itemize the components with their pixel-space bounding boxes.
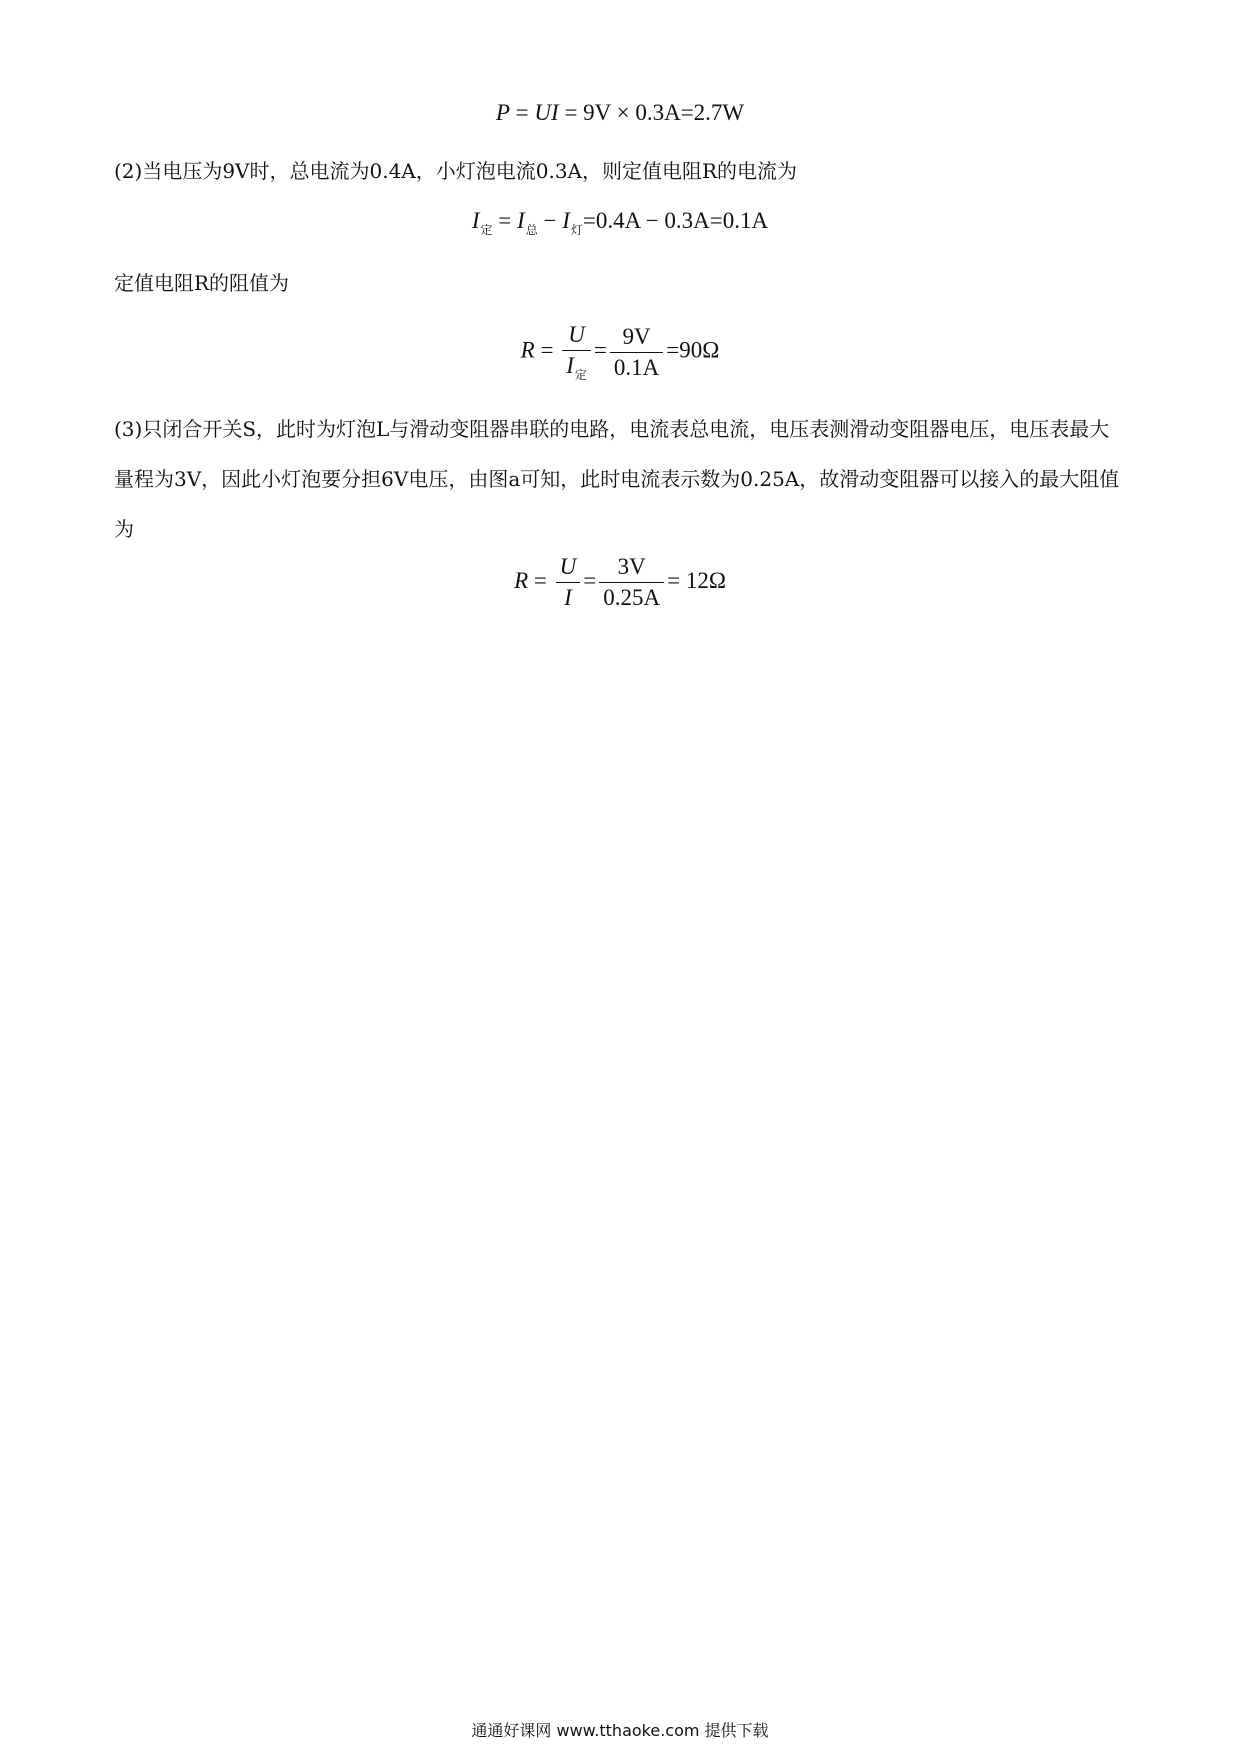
para3-text: 定值电阻R的阻值为 [114, 271, 290, 295]
footer-text: 通通好课网 www.tthaoke.com 提供下载 [471, 1721, 769, 1740]
eq4-num2: 3V [599, 554, 664, 583]
para2-text: (2)当电压为9V时，总电流为0.4A，小灯泡电流0.3A，则定值电阻R的电流为 [114, 159, 798, 183]
eq2-sub-zong: 总 [525, 223, 538, 237]
eq3-den1-sub: 定 [574, 368, 587, 382]
paragraph-part3 [114, 404, 1126, 554]
eq4-lhs: R [514, 567, 529, 593]
equation-max-resistance: R = $\frac{U}{I}$ = $\frac{3V}{0.25A}$ = 12Ω [514, 554, 726, 610]
eq3-num2: 9V [610, 324, 663, 353]
eq4-den2: 0.25A [603, 585, 661, 610]
eq2-i-deng: I [562, 208, 570, 233]
eq3-result: =90Ω [666, 337, 720, 363]
eq4-fraction-symbolic [556, 554, 581, 611]
eq3-den2: 0.1A [613, 354, 660, 380]
eq3-fraction-numeric [610, 324, 663, 381]
eq4-num1: U [556, 554, 581, 583]
eq2-i-zong: I [517, 208, 525, 233]
paragraph-part2 [114, 146, 1124, 196]
para4-text: (3)只闭合开关S，此时为灯泡L与滑动变阻器串联的电路，电流表总电流，电压表测滑动变阻器电压，电压表最大量程为3V，因此小灯泡要分担6V电压，由图a可知，此时电流表示数为0.25A，故滑动变阻器可以接入的最大阻值为 [114, 417, 1120, 541]
eq3-num1: U [562, 322, 591, 351]
eq1-lhs: P [495, 100, 510, 125]
eq2-sub-ding: 定 [480, 223, 493, 237]
eq3-lhs: R [520, 337, 535, 363]
equation-power: P = UI = 9V × 0.3A=2.7W [495, 100, 745, 125]
eq4-den1: I [564, 585, 572, 610]
eq3-fraction-symbolic [562, 322, 591, 382]
eq4-result: = 12Ω [667, 567, 726, 593]
eq1-mid: UI [534, 100, 559, 125]
equation-resistance-r: R = $\frac{U}{I_定}$ = $\frac{9V}{0.1A}$ =90Ω [520, 322, 720, 382]
page-footer [0, 1718, 1240, 1741]
eq2-sub-deng: 灯 [570, 223, 583, 237]
eq2-rhs: =0.4A − 0.3A=0.1A [582, 208, 769, 233]
eq4-fraction-numeric [599, 554, 664, 611]
eq1-rhs: 9V × 0.3A=2.7W [583, 100, 745, 125]
paragraph-resistance-label [114, 258, 1124, 308]
equation-current: $I_定 = I_总 - I_灯=0.4A - 0.3A=0.1A$ [471, 208, 769, 237]
eq2-i-ding: I [471, 208, 480, 233]
eq3-den1: I [566, 353, 574, 378]
